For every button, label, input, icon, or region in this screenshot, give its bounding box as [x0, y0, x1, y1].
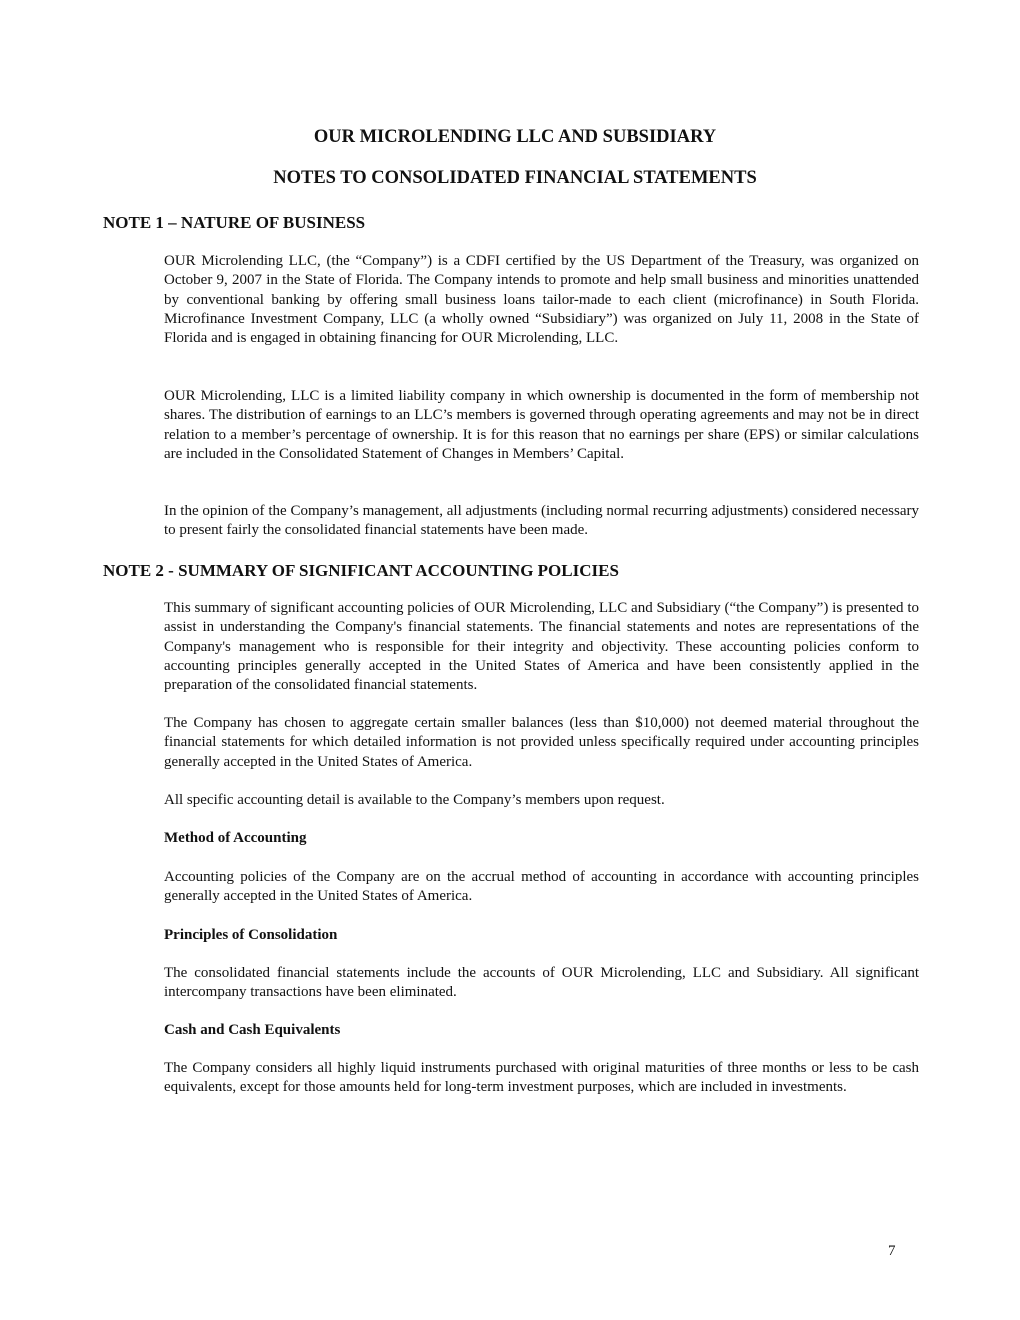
- page-number: 7: [888, 1243, 896, 1259]
- principles-of-consolidation-text: The consolidated financial statements include the accounts of OUR Microlending, LLC and Subsidiary. All significant intercompany transactions have been eliminated.: [164, 965, 919, 1001]
- note-2-paragraph-3: All specific accounting detail is available to the Company’s members upon request.: [164, 792, 665, 808]
- cash-equivalents-heading: Cash and Cash Equivalents: [164, 1022, 341, 1038]
- method-of-accounting-text: Accounting policies of the Company are on the accrual method of accounting in accordance with accounting principles generally accepted in the United States of America.: [164, 869, 919, 905]
- note-1-paragraph-1: OUR Microlending LLC, (the “Company”) is a CDFI certified by the US Department of the Treasury, was organized on October 9, 2007 in the State of Florida. The Company intends to promote and help small business and minorities unattended by conventional banking by offering small business loans tailor-made to each client (microfinance) in South Florida. Microfinance Investment Company, LLC (a wholly owned “Subsidiary”) was organized on July 11, 2008 in the State of Florida and is engaged in obtaining financing for OUR Microlending, LLC.: [164, 253, 919, 347]
- note-1-heading: NOTE 1 – NATURE OF BUSINESS: [103, 213, 366, 232]
- note-1-paragraph-2: OUR Microlending, LLC is a limited liability company in which ownership is documented in the form of membership not shares. The distribution of earnings to an LLC’s members is governed through operating agreements and may not be in direct relation to a member’s percentage of ownership. It is for this reason that no earnings per share (EPS) or similar calculations are included in the Consolidated Statement of Changes in Members’ Capital.: [164, 388, 919, 462]
- principles-of-consolidation-heading: Principles of Consolidation: [164, 927, 338, 943]
- note-2-paragraph-2: The Company has chosen to aggregate certain smaller balances (less than $10,000) not deemed material throughout the financial statements for which detailed information is not provided unless specifically required under accounting principles generally accepted in the United States of America.: [164, 715, 919, 770]
- document-title: NOTES TO CONSOLIDATED FINANCIAL STATEMENTS: [273, 168, 757, 188]
- company-title: OUR MICROLENDING LLC AND SUBSIDIARY: [313, 127, 717, 147]
- note-1-paragraph-3: In the opinion of the Company’s management, all adjustments (including normal recurring adjustments) considered necessary to present fairly the consolidated financial statements have been made.: [164, 503, 919, 539]
- note-2-paragraph-1: This summary of significant accounting policies of OUR Microlending, LLC and Subsidiary (“the Company”) is presented to assist in understanding the Company's financial statements. The financial statements and notes are representations of the Company's management who is responsible for their integrity and objectivity. These accounting policies conform to accounting principles generally accepted in the United States of America and have been consistently applied in the preparation of the consolidated financial statements.: [164, 600, 919, 694]
- note-2-heading: NOTE 2 - SUMMARY OF SIGNIFICANT ACCOUNTING POLICIES: [103, 561, 619, 580]
- cash-equivalents-text: The Company considers all highly liquid instruments purchased with original maturities of three months or less to be cash equivalents, except for those amounts held for long-term investment purposes, which are included in investments.: [164, 1060, 919, 1096]
- method-of-accounting-heading: Method of Accounting: [164, 830, 307, 846]
